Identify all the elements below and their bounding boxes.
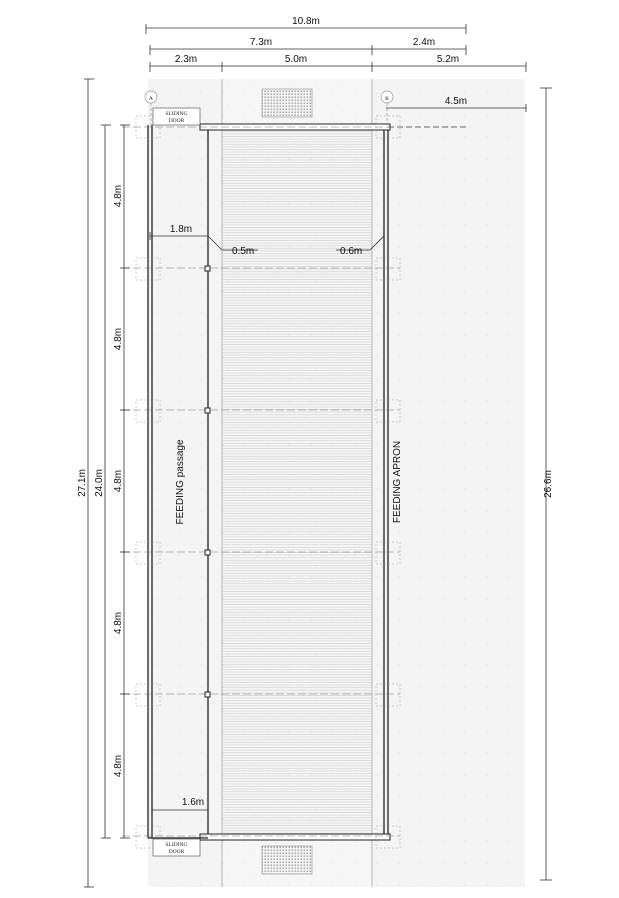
feeding-apron-label: FEEDING APRON xyxy=(392,440,403,524)
svg-text:2.3m: 2.3m xyxy=(174,54,198,65)
drain-grate-top xyxy=(262,89,312,117)
drain-grate-bottom xyxy=(262,846,312,874)
dimension-bay-2: 4.8m xyxy=(113,327,124,351)
dimension-bay-1: 4.8m xyxy=(113,184,124,208)
svg-text:DOOR: DOOR xyxy=(168,849,185,855)
dimension-bay-chain xyxy=(113,125,130,838)
sliding-door-bottom xyxy=(153,839,200,856)
svg-text:1.6m: 1.6m xyxy=(181,797,205,808)
dimension-bay-4: 4.8m xyxy=(113,611,124,635)
svg-text:0.6m: 0.6m xyxy=(340,246,363,257)
svg-text:5.2m: 5.2m xyxy=(436,54,460,65)
dimension-overall-length xyxy=(77,79,94,887)
svg-text:DOOR: DOOR xyxy=(168,118,185,124)
svg-text:B: B xyxy=(385,96,389,102)
svg-text:24.0m: 24.0m xyxy=(94,469,105,497)
dimension-passage-width xyxy=(150,54,222,72)
dimension-inner-length xyxy=(94,125,111,838)
slatted-floor xyxy=(222,130,372,836)
dimension-shed-width xyxy=(150,37,372,55)
svg-text:1.8m: 1.8m xyxy=(169,224,193,235)
svg-text:7.3m: 7.3m xyxy=(249,37,273,48)
svg-text:27.1m: 27.1m xyxy=(77,469,88,497)
svg-text:A: A xyxy=(149,96,153,102)
svg-text:0.5m: 0.5m xyxy=(232,246,255,257)
dimension-bay-3: 4.8m xyxy=(113,469,124,493)
svg-text:4.5m: 4.5m xyxy=(444,96,468,107)
svg-text:SLIDING: SLIDING xyxy=(165,842,188,848)
dimension-apron-width xyxy=(372,54,526,72)
svg-text:5.0m: 5.0m xyxy=(284,54,308,65)
dimension-bay-5: 4.8m xyxy=(113,754,124,778)
svg-text:2.4m: 2.4m xyxy=(412,37,436,48)
dimension-overall-width xyxy=(146,16,466,34)
sliding-door-top xyxy=(153,108,200,125)
dimension-apron-length xyxy=(540,88,554,880)
svg-text:26.6m: 26.6m xyxy=(543,470,554,498)
svg-text:SLIDING: SLIDING xyxy=(165,111,188,117)
svg-text:10.8m: 10.8m xyxy=(292,16,320,27)
dimension-pen-width xyxy=(222,54,372,72)
dimension-apron-overhang xyxy=(372,37,466,55)
feeding-passage-label: FEEDING passage xyxy=(175,439,186,525)
